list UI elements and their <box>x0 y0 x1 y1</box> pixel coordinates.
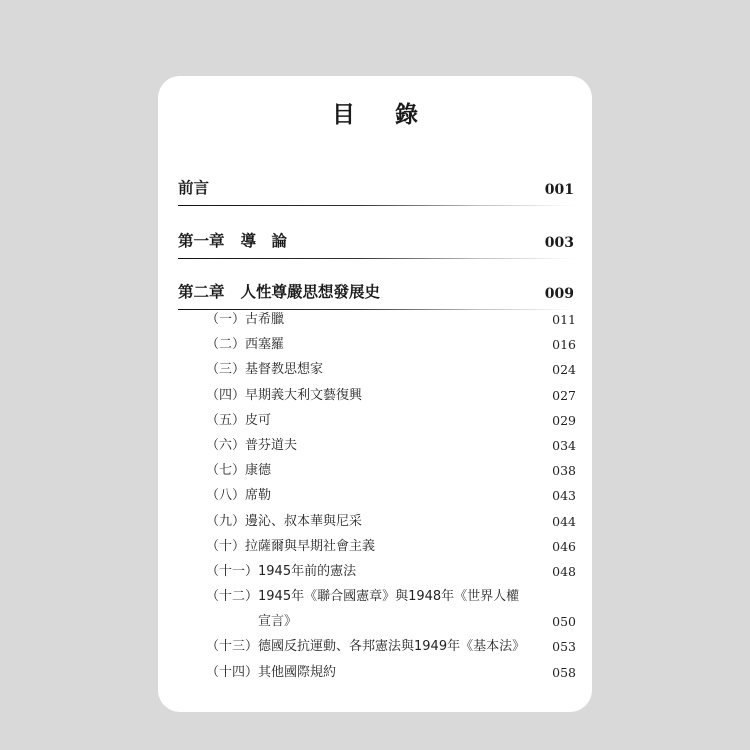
section-label: （九） <box>206 513 246 529</box>
list-item[interactable] <box>206 361 576 379</box>
chapter-2[interactable] <box>178 280 574 310</box>
section-page: 016 <box>552 337 576 353</box>
section-label: （三） <box>206 362 246 378</box>
list-item[interactable] <box>206 387 576 405</box>
section-title-continued: 宣言》 <box>258 614 298 630</box>
list-item[interactable] <box>206 437 576 455</box>
section-page: 058 <box>552 664 576 680</box>
section-page: 046 <box>552 538 576 554</box>
chapter-name: 導 論 <box>240 231 288 250</box>
list-item[interactable] <box>206 513 576 531</box>
section-title: 1945年前的憲法 <box>258 563 357 579</box>
section-label: （十一） <box>206 563 259 579</box>
chapter-label: 第二章 <box>178 282 225 301</box>
list-item[interactable] <box>206 311 576 329</box>
section-title: 普芬道夫 <box>245 437 298 453</box>
section-title: 康德 <box>245 463 272 479</box>
list-item[interactable] <box>206 462 576 480</box>
chapter-label: 前言 <box>178 178 210 197</box>
section-title: 德國反抗運動、各邦憲法與1949年《基本法》 <box>258 639 526 655</box>
section-label: （二） <box>206 337 246 353</box>
list-item[interactable] <box>206 588 576 631</box>
section-page: 050 <box>552 614 576 630</box>
chapter-1[interactable] <box>178 229 574 259</box>
section-page: 034 <box>552 437 576 453</box>
chapter-page: 003 <box>544 235 574 251</box>
section-title: 拉薩爾與早期社會主義 <box>245 538 376 554</box>
section-title: 早期義大利文藝復興 <box>245 387 363 403</box>
list-item[interactable] <box>206 664 576 682</box>
section-page: 029 <box>552 412 576 428</box>
section-page: 053 <box>552 639 576 655</box>
list-item[interactable] <box>206 538 576 556</box>
list-item[interactable] <box>206 563 576 581</box>
section-label: （五） <box>206 412 246 428</box>
section-title: 西塞羅 <box>245 337 285 353</box>
section-label: （十） <box>206 538 246 554</box>
section-label: （八） <box>206 488 246 504</box>
section-page: 043 <box>552 488 576 504</box>
section-title: 皮可 <box>245 412 272 428</box>
chapter-page: 009 <box>544 286 574 302</box>
section-title: 其他國際規約 <box>258 664 337 680</box>
chapter-page: 001 <box>544 182 574 198</box>
section-page: 027 <box>552 387 576 403</box>
list-item[interactable] <box>206 412 576 430</box>
section-title: 古希臘 <box>245 312 285 327</box>
page-title: 目 錄 <box>331 102 434 128</box>
section-label: （六） <box>206 437 246 453</box>
section-page: 048 <box>552 563 576 579</box>
chapter-label: 第一章 <box>178 231 225 250</box>
toc-page <box>158 76 592 712</box>
section-page: 011 <box>552 312 576 327</box>
section-title: 1945年《聯合國憲章》與1948年《世界人權 宣言》 <box>258 589 520 630</box>
section-page: 044 <box>552 513 576 529</box>
section-label: （四） <box>206 387 246 403</box>
list-item[interactable] <box>206 336 576 354</box>
section-list <box>206 311 576 689</box>
section-title: 基督教思想家 <box>245 362 324 378</box>
section-page: 038 <box>552 463 576 479</box>
section-label: （一） <box>206 312 246 327</box>
chapter-preface[interactable] <box>178 176 574 206</box>
section-label: （十二） <box>206 589 259 605</box>
section-label: （十三） <box>206 639 259 655</box>
list-item[interactable] <box>206 638 576 656</box>
section-label: （七） <box>206 463 246 479</box>
section-label: （十四） <box>206 664 259 680</box>
list-item[interactable] <box>206 487 576 505</box>
chapter-name: 人性尊嚴思想發展史 <box>240 282 381 301</box>
section-title: 邊沁、叔本華與尼采 <box>245 513 363 529</box>
section-title: 席勒 <box>245 488 272 504</box>
section-page: 024 <box>552 362 576 378</box>
